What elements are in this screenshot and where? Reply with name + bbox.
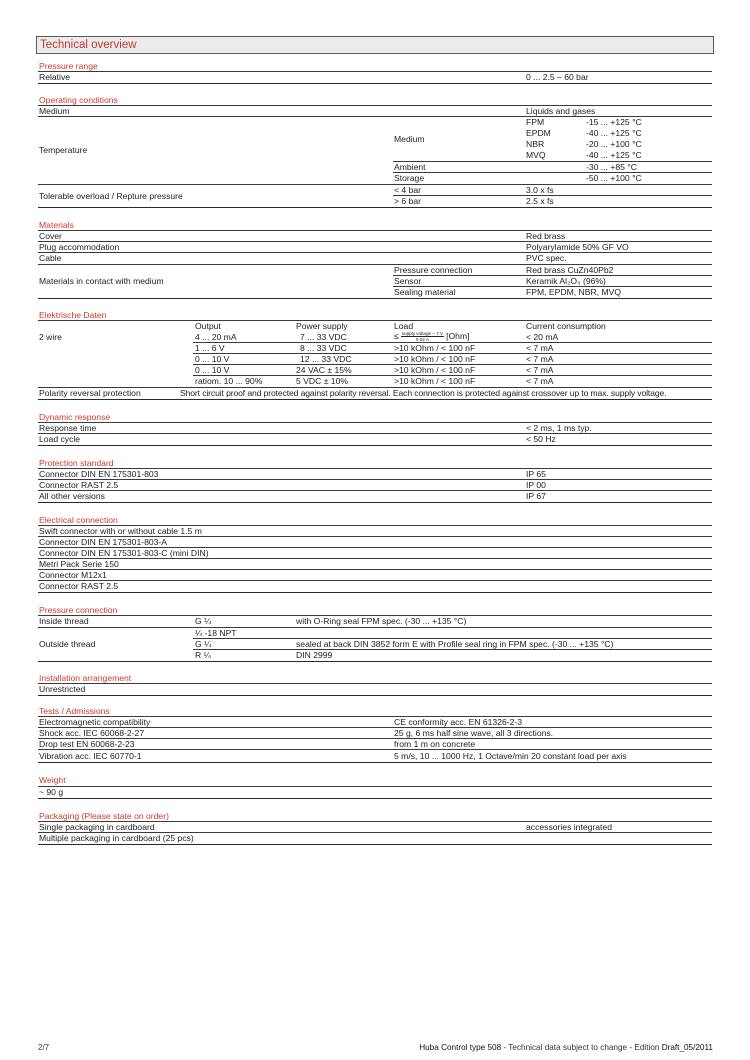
test-shock-value: 25 g, 6 ms half sine wave, all 3 directions. (394, 728, 554, 738)
divider (38, 184, 712, 185)
load-formula-fraction (401, 331, 444, 342)
material-plug-label: Plug accommodation (39, 242, 120, 252)
load-cycle-label: Load cycle (39, 434, 81, 444)
divider (38, 422, 712, 423)
elec-row3-output: 0 ... 10 V (195, 354, 230, 364)
elec-row1-output: 4 ... 20 mA (195, 332, 237, 342)
ambient-value: -30 ... +85 °C (586, 162, 637, 172)
polarity-value: Short circuit proof and protected against polarity reversal. Each connection is protected against crossover up to max. supply voltage. (180, 388, 667, 398)
test-shock-label: Shock acc. IEC 60068-2-27 (39, 728, 145, 738)
section-title-tests: Tests / Admissions (39, 706, 110, 716)
outside-thread-3-desc: DIN 2999 (296, 650, 333, 660)
divider (38, 207, 712, 208)
section-title-dynamic-response: Dynamic response (39, 412, 111, 422)
overload-value-2: 2.5 x fs (526, 196, 554, 206)
elec-row2-current: < 7 mA (526, 343, 554, 353)
outside-thread-3-type: R ¼ (195, 650, 211, 660)
protection-row2-value: IP 00 (526, 480, 546, 490)
connection-row6: Connector RAST 2.5 (39, 581, 119, 591)
divider (38, 762, 712, 763)
material-plug-value: Polyarylamide 50% GF VO (526, 242, 629, 252)
test-drop-label: Drop test EN 60068-2-23 (39, 739, 135, 749)
electrical-header-supply: Power supply (296, 321, 348, 331)
footer-edition: Draft_05/2011 (661, 1043, 713, 1052)
material-cable-value: PVC spec. (526, 253, 567, 263)
divider (38, 580, 712, 581)
material-cable-label: Cable (39, 253, 62, 263)
protection-row1-value: IP 65 (526, 469, 546, 479)
section-title-protection-standard: Protection standard (39, 458, 114, 468)
installation-value: Unrestricted (39, 684, 86, 694)
response-time-label: Response time (39, 423, 97, 433)
electrical-header-load: Load (394, 321, 414, 331)
temp-nbr-value: -20 ... +100 °C (586, 139, 642, 149)
elec-row3-load: >10 kOhm / < 100 nF (394, 354, 476, 364)
divider (38, 749, 712, 750)
inside-thread-type: G ¼ (195, 616, 212, 626)
connection-row1: Swift connector with or without cable 1.5 m (39, 526, 202, 536)
section-title-electrical-connection: Electrical connection (39, 515, 118, 525)
elec-row2-supply: 8 ... 33 VDC (300, 343, 347, 353)
outside-thread-2-type: G ¼ (195, 639, 212, 649)
load-cycle-value: < 50 Hz (526, 434, 556, 444)
packaging-multiple-label: Multiple packaging in cardboard (25 pcs) (39, 833, 194, 843)
elec-row4-output: 0 ... 10 V (195, 365, 230, 375)
section-title-pressure-connection: Pressure connection (39, 605, 118, 615)
outside-thread-2-desc: sealed at back DIN 3852 form E with Profile seal ring in FPM spec. (-30 ... +135 °C) (296, 639, 614, 649)
divider (38, 786, 712, 787)
temp-mvq-name: MVQ (526, 150, 546, 160)
divider (38, 105, 712, 106)
footer-brand: Huba Control type 508 (419, 1043, 502, 1052)
temp-epdm-name: EPDM (526, 128, 551, 138)
storage-label: Storage (394, 173, 425, 183)
divider (38, 433, 712, 434)
test-vibration-value: 5 m/s, 10 ... 1000 Hz, 1 Octave/min 20 constant load per axis (394, 751, 627, 761)
divider (38, 252, 712, 253)
storage-value: -50 ... +100 °C (586, 173, 642, 183)
outside-thread-1-type: ¼ -18 NPT (195, 628, 237, 638)
connection-row5: Connector M12x1 (39, 570, 107, 580)
divider (38, 479, 712, 480)
divider (38, 627, 712, 628)
divider (38, 798, 712, 799)
packaging-single-value: accessories integrated (526, 822, 612, 832)
divider (38, 71, 712, 72)
section-title-weight: Weight (39, 775, 66, 785)
material-sensor-label: Sensor (394, 276, 422, 286)
material-sealing-value: FPM, EPDM, NBR, MVQ (526, 287, 622, 297)
section-title-electrical-data: Elektrische Daten (39, 310, 107, 320)
divider (38, 298, 712, 299)
elec-row2-output: 1 ... 6 V (195, 343, 225, 353)
electrical-header-output: Output (195, 321, 221, 331)
overload-cond-1: < 4 bar (394, 185, 421, 195)
material-cover-value: Red brass (526, 231, 566, 241)
elec-row1-supply: 7 ... 33 VDC (300, 332, 347, 342)
test-emc-value: CE conformity acc. EN 61326-2-3 (394, 717, 523, 727)
overload-label: Tolerable overload / Repture pressure (39, 191, 183, 201)
temp-fpm-name: FPM (526, 117, 545, 127)
divider (38, 230, 712, 231)
divider (38, 592, 712, 593)
temperature-label: Temperature (39, 145, 88, 155)
footer-sep2: - Edition (627, 1043, 662, 1052)
divider (38, 738, 712, 739)
electrical-header-current: Current consumption (526, 321, 606, 331)
section-title-packaging: Packaging (Please state on order) (39, 811, 169, 821)
divider (38, 844, 712, 845)
elec-row4-supply: 24 VAC ± 15% (296, 365, 352, 375)
elec-row5-output: ratiom. 10 ... 90% (195, 376, 263, 386)
medium-value: Liquids and gases (526, 106, 596, 116)
section-title-pressure-range: Pressure range (39, 61, 98, 71)
material-cover-label: Cover (39, 231, 62, 241)
test-emc-label: Electromagnetic compatibility (39, 717, 151, 727)
load-formula-prefix: ≤ (394, 330, 399, 341)
divider (393, 172, 712, 173)
divider (193, 649, 712, 650)
divider (393, 161, 712, 162)
divider (38, 569, 712, 570)
elec-row5-current: < 7 mA (526, 376, 554, 386)
section-title-installation: Installation arrangement (39, 673, 132, 683)
response-time-value: < 2 ms, 1 ms typ. (526, 423, 592, 433)
medium-label: Medium (39, 106, 70, 116)
weight-value: ~ 90 g (39, 787, 64, 797)
elec-row3-current: < 7 mA (526, 354, 554, 364)
material-pressure-connection-label: Pressure connection (394, 265, 473, 275)
divider (38, 320, 712, 321)
page-number: 2/7 (38, 1043, 50, 1052)
divider (38, 683, 712, 684)
page-title: Technical overview (40, 39, 137, 51)
elec-row2-load: >10 kOhm / < 100 nF (394, 343, 476, 353)
temp-nbr-name: NBR (526, 139, 545, 149)
load-formula-suffix: [Ohm] (446, 330, 470, 341)
relative-value: 0 ... 2.5 – 60 bar (526, 72, 589, 82)
inside-thread-label: Inside thread (39, 616, 89, 626)
protection-row3-label: All other versions (39, 491, 105, 501)
load-formula (394, 331, 470, 342)
relative-label: Relative (39, 72, 71, 82)
divider (38, 502, 712, 503)
outside-thread-label: Outside thread (39, 639, 96, 649)
footer-sep1: - (501, 1043, 509, 1052)
elec-row1-current: < 20 mA (526, 332, 559, 342)
material-sealing-label: Sealing material (394, 287, 456, 297)
polarity-label: Polarity reversal protection (39, 388, 141, 398)
packaging-single-label: Single packaging in cardboard (39, 822, 155, 832)
temp-fpm-value: -15 ... +125 °C (586, 117, 642, 127)
connection-row3: Connector DIN EN 175301-803-C (mini DIN) (39, 548, 209, 558)
section-title-materials: Materials (39, 220, 74, 230)
divider (38, 445, 712, 446)
divider (38, 661, 712, 662)
divider (38, 695, 712, 696)
header-box (36, 36, 714, 54)
elec-row5-supply: 5 VDC ± 10% (296, 376, 349, 386)
elec-row3-supply: 12 ... 33 VDC (300, 354, 352, 364)
elec-row4-load: >10 kOhm / < 100 nF (394, 365, 476, 375)
divider (38, 399, 712, 400)
overload-value-1: 3.0 x fs (526, 185, 554, 195)
temp-mvq-value: -40 ... +125 °C (586, 150, 642, 160)
temperature-medium-label: Medium (394, 134, 425, 144)
load-formula-numerator: supply voltage – 7 V (401, 331, 444, 336)
footer-note (419, 1044, 713, 1052)
load-formula-denominator: 0.02 A (415, 337, 429, 343)
protection-row3-value: IP 67 (526, 491, 546, 501)
connection-row4: Metri Pack Serie 150 (39, 559, 119, 569)
test-drop-value: from 1 m on concrete (394, 739, 476, 749)
test-vibration-label: Vibration acc. IEC 60770-1 (39, 751, 142, 761)
protection-row1-label: Connector DIN EN 175301-803 (39, 469, 159, 479)
overload-cond-2: > 6 bar (394, 196, 421, 206)
two-wire-label: 2 wire (39, 332, 62, 342)
protection-row2-label: Connector RAST 2.5 (39, 480, 119, 490)
inside-thread-desc: with O-Ring seal FPM spec. (-30 ... +135 °C) (296, 616, 467, 626)
divider (38, 558, 712, 559)
divider (38, 490, 712, 491)
material-contact-label: Materials in contact with medium (39, 276, 164, 286)
connection-row2: Connector DIN EN 175301-803-A (39, 537, 168, 547)
elec-row5-load: >10 kOhm / < 100 nF (394, 376, 476, 386)
temp-epdm-value: -40 ... +125 °C (586, 128, 642, 138)
section-title-operating-conditions: Operating conditions (39, 95, 118, 105)
elec-row4-current: < 7 mA (526, 365, 554, 375)
divider (38, 83, 712, 84)
material-pressure-connection-value: Red brass CuZn40Pb2 (526, 265, 614, 275)
footer-note-text: Technical data subject to change (508, 1043, 628, 1052)
material-sensor-value: Keramik Al₂O₃ (96%) (526, 276, 606, 286)
ambient-label: Ambient (394, 162, 426, 172)
